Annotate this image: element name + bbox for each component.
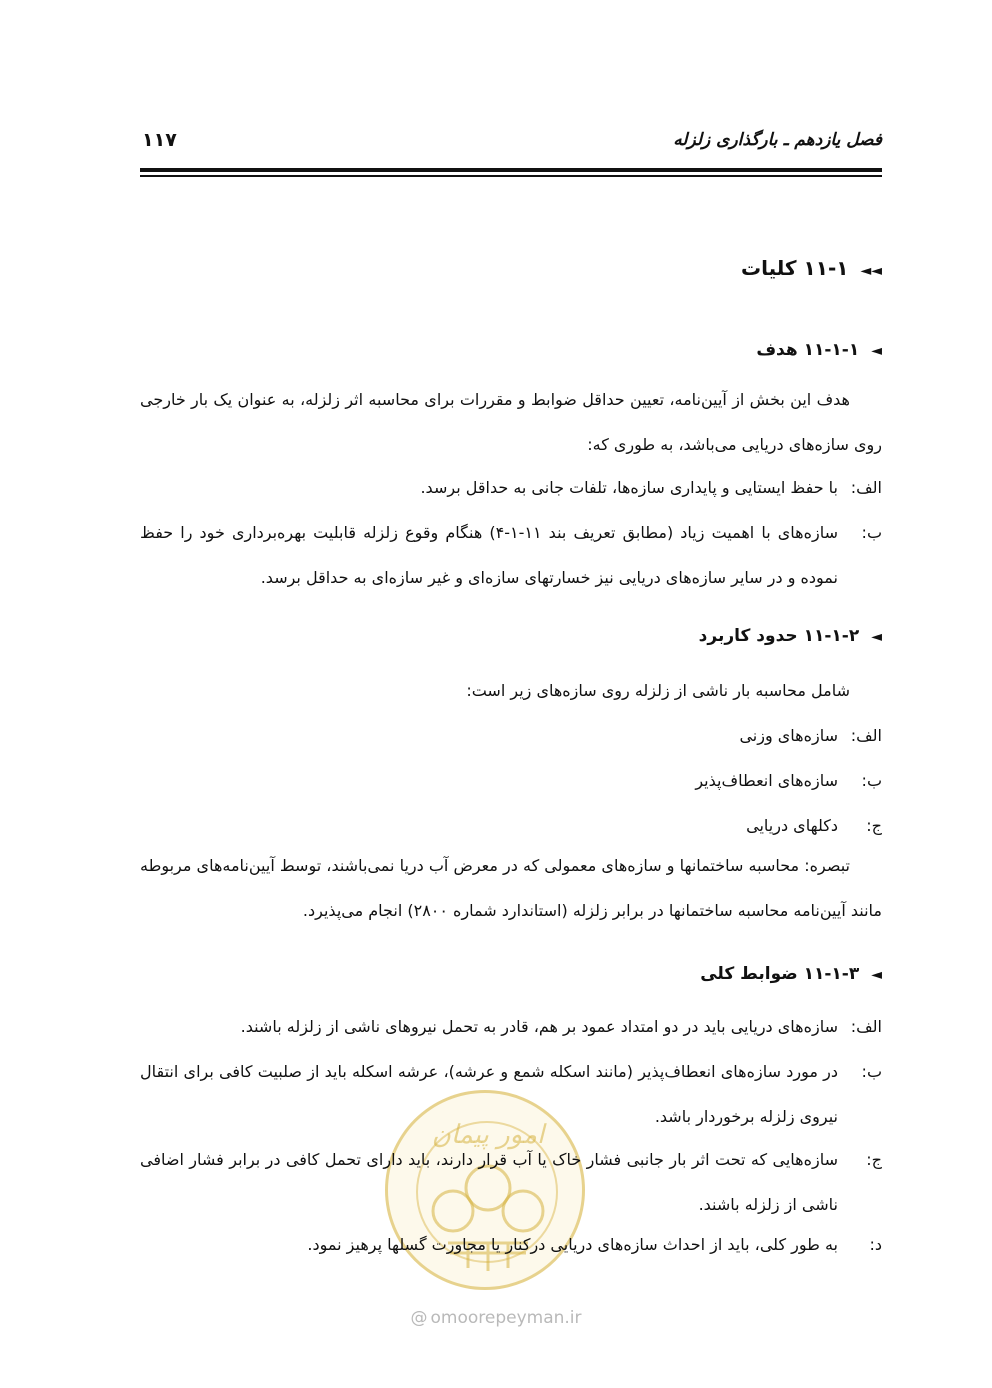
running-title: فصل یازدهم ـ بارگذاری زلزله: [673, 130, 882, 150]
list-item-label: الف:: [850, 478, 882, 497]
seal-text: امور پیمان: [431, 1120, 545, 1150]
list-item-text: سازه‌های دریایی باید در دو امتداد عمود بر هم، قادر به تحمل نیروهای ناشی از زلزله باشند.: [240, 1017, 838, 1036]
list-item-label: ج:: [866, 1150, 882, 1169]
list-item: [140, 713, 882, 758]
watermark-site: [0, 1308, 992, 1328]
arrow-marker-icon: ◄: [871, 629, 882, 645]
list-item-text: سازه‌های با اهمیت زیاد (مطابق تعریف بند ۱۱-۱-۴) هنگام وقوع زلزله قابلیت بهره‌برداری خود را حفظ نموده و در سایر سازه‌های دریایی نیز خسارتهای سازه‌ای و غیر سازه‌ای به حداقل برسد.: [140, 523, 839, 587]
list-item-text: به طور کلی، باید از احداث سازه‌های دریایی درکنار یا مجاورت گسلها پرهیز نمود.: [307, 1235, 838, 1254]
list-item: [140, 465, 882, 510]
list-item-label: ب:: [861, 1062, 882, 1081]
list-item: [140, 1049, 882, 1139]
list-item-label: د:: [869, 1235, 882, 1254]
scope-note-paragraph: تبصره: محاسبه ساختمانها و سازه‌های معمولی که در معرض آب دریا نمی‌باشند، توسط آیین‌نامه‌های مربوطه مانند آیین‌نامه محاسبه ساختمانها در برابر زلزله (استاندارد شماره ۲۸۰۰) انجام می‌پذیرد.: [140, 856, 882, 920]
list-item: [140, 803, 882, 848]
goal-intro-paragraph: هدف این بخش از آیین‌نامه، تعیین حداقل ضوابط و مقررات برای محاسبه اثر زلزله، به عنوان یک بار خارجی روی سازه‌های دریایی می‌باشد، به طوری که:: [140, 390, 882, 454]
list-item-text: سازه‌هایی که تحت اثر بار جانبی فشار خاک یا آب قرار دارند، باید دارای تحمل کافی در برابر فشار اضافی ناشی از زلزله باشند.: [140, 1150, 838, 1214]
subsection-heading-scope: [699, 626, 882, 646]
subsection-title: ۱۱-۱-۱ هدف: [756, 340, 860, 360]
double-arrow-marker-icon: ◄◄: [860, 263, 882, 279]
list-item-text: با حفظ ایستایی و پایداری سازه‌ها، تلفات جانی به حداقل برسد.: [420, 478, 838, 497]
subsection-heading-goal: [756, 340, 882, 360]
scope-intro-paragraph: شامل محاسبه بار ناشی از زلزله روی سازه‌های زیر است:: [466, 681, 850, 700]
section-title: ۱۱-۱ کلیات: [741, 256, 849, 280]
watermark-url: omoorepeyman.ir: [430, 1308, 582, 1328]
at-icon: @: [410, 1308, 428, 1328]
list-item: [250, 1222, 882, 1267]
list-item: [140, 510, 882, 600]
list-item-label: الف:: [850, 1017, 882, 1036]
arrow-marker-icon: ◄: [871, 967, 882, 983]
list-item-text: سازه‌های انعطاف‌پذیر: [695, 771, 838, 790]
list-item: [140, 1004, 882, 1049]
section-heading: [741, 256, 882, 280]
list-item-text: سازه‌های وزنی: [739, 726, 838, 745]
list-item: [140, 1137, 882, 1227]
subsection-title: ۱۱-۱-۲ حدود کاربرد: [698, 626, 860, 646]
list-item-label: ب:: [861, 523, 882, 542]
list-item-label: ج:: [866, 816, 882, 835]
header-rule-thin: [140, 175, 882, 177]
arrow-marker-icon: ◄: [871, 343, 882, 359]
header-rule-thick: [140, 168, 882, 172]
page-number: ۱۱۷: [142, 129, 177, 151]
list-item-label: الف:: [850, 726, 882, 745]
subsection-heading-general-rules: [700, 964, 882, 984]
list-item-label: ب:: [861, 771, 882, 790]
list-item-text: دکلهای دریایی: [746, 816, 838, 835]
list-item: [140, 758, 882, 803]
subsection-title: ۱۱-۱-۳ ضوابط کلی: [700, 964, 860, 984]
list-item-text: در مورد سازه‌های انعطاف‌پذیر (مانند اسکله شمع و عرشه)، عرشه اسکله باید از صلبیت کافی برای انتقال نیروی زلزله برخوردار باشد.: [140, 1062, 838, 1126]
